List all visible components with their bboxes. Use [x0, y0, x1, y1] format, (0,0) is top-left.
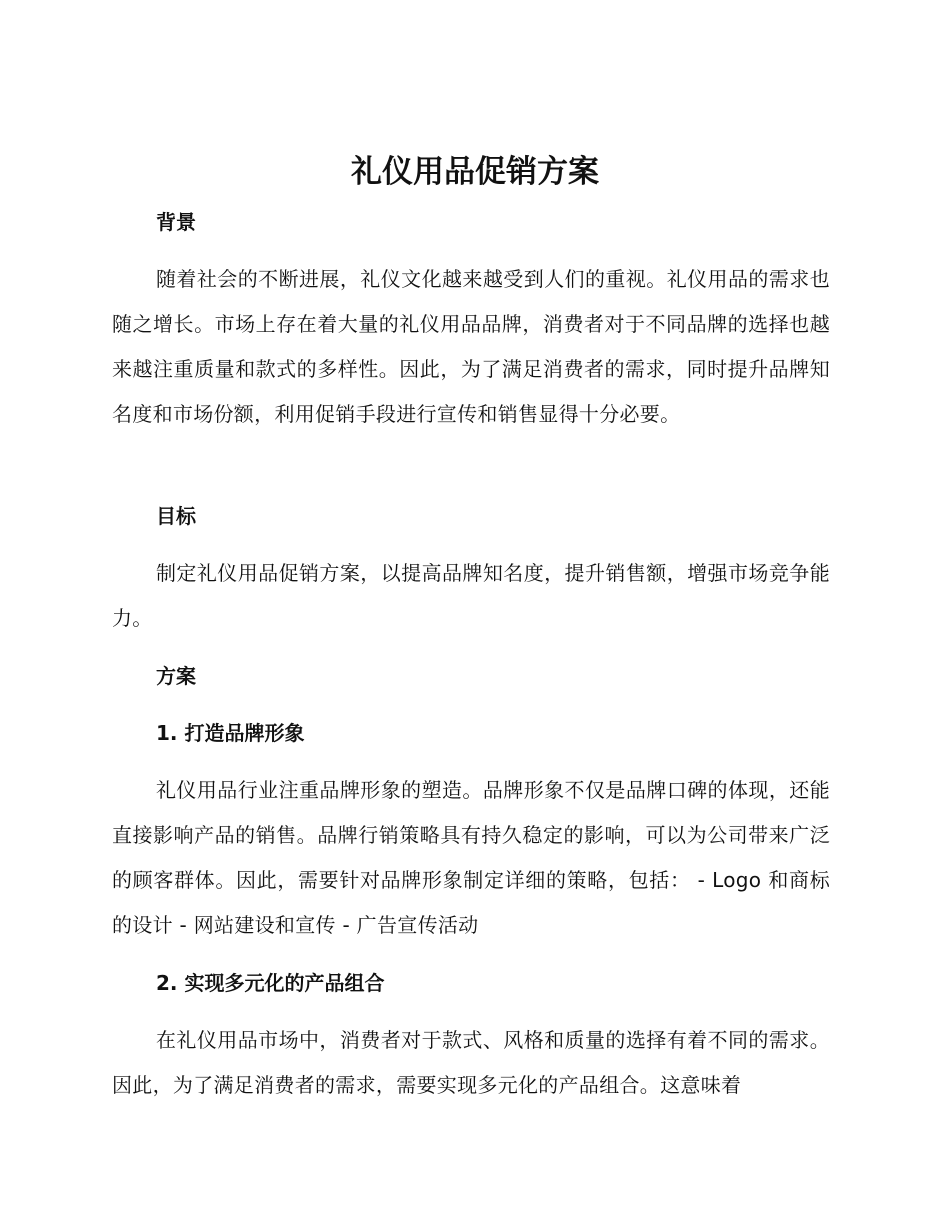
section-heading-plan: 方案	[156, 664, 196, 688]
section-paragraph-brand-image: 礼仪用品行业注重品牌形象的塑造。品牌形象不仅是品牌口碑的体现，还能直接影响产品的销售。品牌行销策略具有持久稳定的影响，可以为公司带来广泛的顾客群体。因此，需要针对品牌形象制定详细的策略，包括： - Logo 和商标的设计 - 网站建设和宣传 - 广告宣传活动	[112, 778, 830, 937]
section-paragraph-product-mix: 在礼仪用品市场中，消费者对于款式、风格和质量的选择有着不同的需求。因此，为了满足消费者的需求，需要实现多元化的产品组合。这意味着	[112, 1028, 830, 1097]
section-paragraph-background: 随着社会的不断进展，礼仪文化越来越受到人们的重视。礼仪用品的需求也随之增长。市场上存在着大量的礼仪用品品牌，消费者对于不同品牌的选择也越来越注重质量和款式的多样性。因此，为了满足消费者的需求，同时提升品牌知名度和市场份额，利用促销手段进行宣传和销售显得十分必要。	[112, 267, 830, 426]
section-paragraph-goal: 制定礼仪用品促销方案，以提高品牌知名度，提升销售额，增强市场竞争能力。	[112, 561, 830, 630]
section-heading-brand-image: 1. 打造品牌形象	[156, 721, 305, 745]
document-title: 礼仪用品促销方案	[351, 154, 599, 190]
section-heading-background: 背景	[156, 210, 196, 234]
section-heading-product-mix: 2. 实现多元化的产品组合	[156, 971, 385, 995]
section-heading-goal: 目标	[156, 504, 196, 528]
